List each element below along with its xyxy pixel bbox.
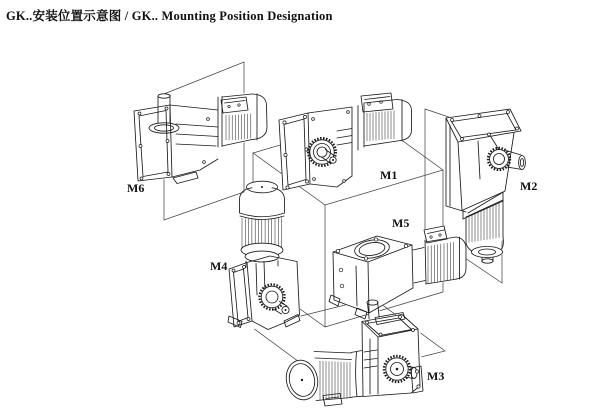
label-m6: M6 bbox=[127, 181, 145, 195]
m2-output-shaft bbox=[488, 148, 525, 170]
gearmotor-m4 bbox=[228, 181, 300, 330]
gearmotor-m3 bbox=[283, 313, 423, 407]
label-m4: M4 bbox=[210, 259, 228, 273]
page-title: GK..安装位置示意图 / GK.. Mounting Position Designation bbox=[6, 9, 333, 23]
label-m2: M2 bbox=[520, 179, 538, 193]
label-m5: M5 bbox=[392, 216, 410, 230]
label-m3: M3 bbox=[427, 369, 445, 383]
gearmotor-m6 bbox=[134, 93, 267, 184]
label-m1: M1 bbox=[380, 168, 398, 182]
